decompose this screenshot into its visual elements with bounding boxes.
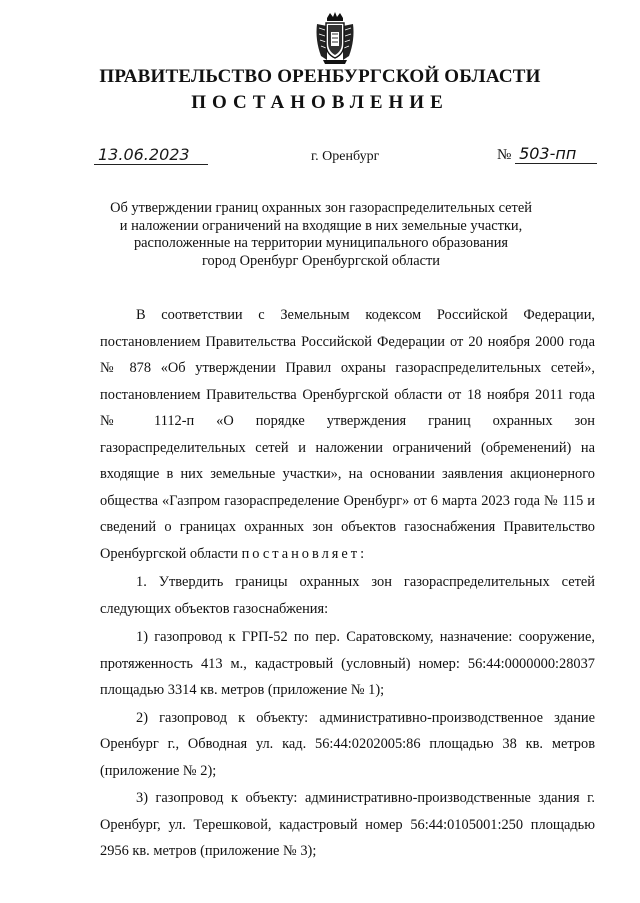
coat-of-arms-icon (313, 10, 357, 66)
subject-line: и наложении ограничений на входящие в них земельные участки, (119, 217, 523, 234)
list-item: 2) газопровод к объекту: административно-производственное здание Оренбург г., Обводная ул. кад. 56:44:0202005:86 площадью 38 кв. метров (приложение № 2); (100, 709, 595, 779)
document-number (497, 145, 597, 164)
number-sign: № (497, 147, 512, 163)
point-1: 1. Утвердить границы охранных зон газораспределительных сетей следующих объектов газоснабжения: (100, 574, 595, 617)
document-city: г. Оренбург (311, 149, 380, 164)
list-item: 1) газопровод к ГРП-52 по пер. Саратовскому, назначение: сооружение, протяженность 413 м., кадастровый (условный) номер: 56:44:0000000:28037 площадью 3314 кв. метров (приложение № 1); (100, 629, 595, 698)
number-value: 503-пп (515, 145, 597, 164)
subject-line: город Оренбург Оренбургской области (202, 252, 440, 269)
preamble-paragraph (100, 302, 595, 567)
document-type: ПОСТАНОВЛЕНИЕ (191, 92, 449, 113)
list-item: 3) газопровод к объекту: административно-производственные здания г. Оренбург, ул. Терешковой, кадастровый номер 56:44:0105001:250 площадью 2956 кв. метров (приложение № 3); (100, 790, 595, 859)
document-subject (90, 200, 552, 270)
preamble-text: В соответствии с Земельным кодексом Российской Федерации, постановлением Правительства Российской Федерации от 20 ноября 2000 года № 878 «Об утверждении Правил охраны газораспределительных сетей», постановлением Правительства Оренбургской области от 18 ноября 2011 года № 1112-п «О порядке утверждения границ охранных зон газораспределительных сетей и наложении ограничений (обременений) на входящие в них земельные участки», на основании заявления акционерного общества «Газпром газораспределение Оренбург» от 6 марта 2023 года № 115 и сведений о границах охранных зон объектов газоснабжения Правительство Оренбургской области (100, 307, 595, 562)
document-body (100, 302, 595, 866)
government-name: ПРАВИТЕЛЬСТВО ОРЕНБУРГСКОЙ ОБЛАСТИ (99, 66, 541, 87)
subject-line: расположенные на территории муниципального образования (133, 235, 509, 251)
subject-line: Об утверждении границ охранных зон газораспределительных сетей (110, 200, 532, 216)
document-date: 13.06.2023 (94, 146, 208, 165)
decree-word: постановляет: (241, 545, 368, 562)
